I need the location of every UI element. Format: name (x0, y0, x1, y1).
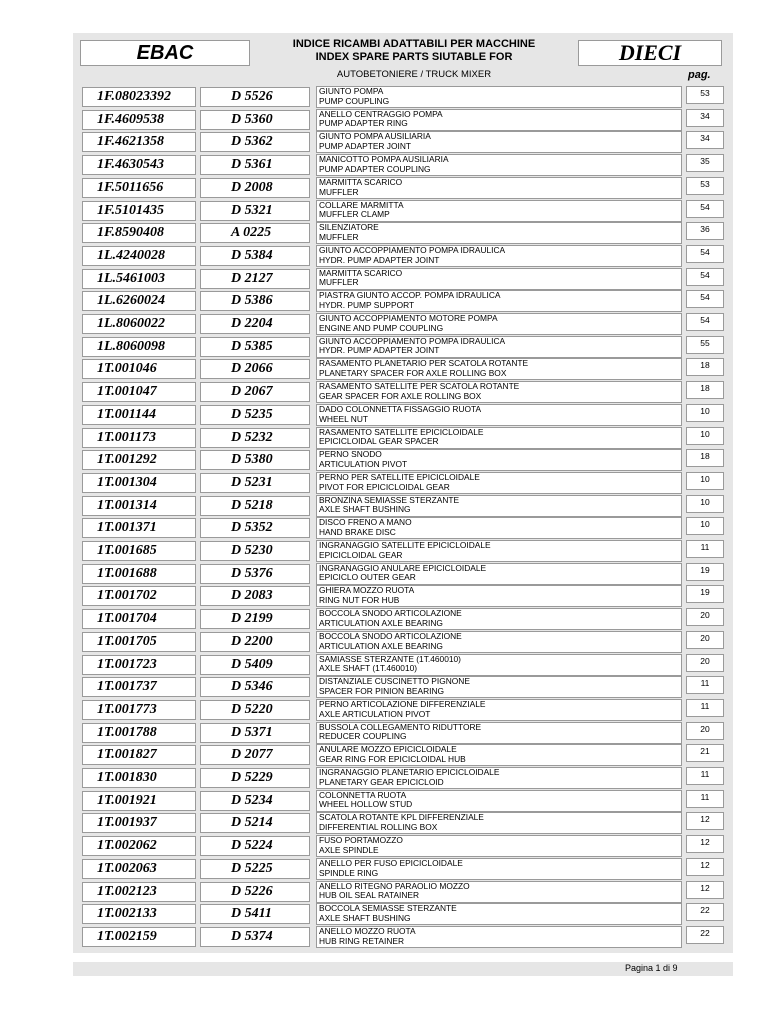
page-number: 54 (686, 313, 724, 331)
part-reference: D 5232 (200, 428, 310, 448)
part-reference: D 5346 (200, 677, 310, 697)
description-italian: PERNO SNODO (319, 449, 382, 460)
page-number: 22 (686, 903, 724, 921)
table-row (0, 427, 768, 450)
part-code: 1T.001830 (82, 768, 196, 788)
page-number: 10 (686, 495, 724, 513)
part-reference: D 2204 (200, 314, 310, 334)
title-line-1: INDICE RICAMBI ADATTABILI PER MACCHINE (292, 38, 536, 50)
table-row (0, 336, 768, 359)
description-english: HUB OIL SEAL RATAINER (319, 890, 420, 901)
part-reference: D 2127 (200, 269, 310, 289)
description-italian: GIUNTO POMPA AUSILIARIA (319, 131, 431, 142)
description-english: HAND BRAKE DISC (319, 527, 396, 538)
table-row (0, 858, 768, 881)
part-code: 1T.001047 (82, 382, 196, 402)
description-italian: COLLARE MARMITTA (319, 199, 404, 210)
page-number: 19 (686, 585, 724, 603)
table-row (0, 268, 768, 291)
description-italian: DISTANZIALE CUSCINETTO PIGNONE (319, 676, 470, 687)
page-indicator: Pagina 1 di 9 (625, 963, 678, 973)
table-row (0, 177, 768, 200)
part-reference: D 2083 (200, 586, 310, 606)
table-row (0, 812, 768, 835)
table-row (0, 722, 768, 745)
part-reference: D 5230 (200, 541, 310, 561)
description-english: DIFFERENTIAL ROLLING BOX (319, 822, 438, 833)
description-italian: GIUNTO POMPA (319, 86, 384, 96)
part-description (316, 131, 682, 153)
table-row (0, 131, 768, 154)
page-number: 21 (686, 744, 724, 762)
part-code: 1T.002123 (82, 882, 196, 902)
table-row (0, 495, 768, 518)
page-number: 19 (686, 563, 724, 581)
part-reference: D 5409 (200, 655, 310, 675)
part-code: 1T.001705 (82, 632, 196, 652)
description-italian: COLONNETTA RUOTA (319, 789, 407, 800)
title-line-2: INDEX SPARE PARTS SIUTABLE FOR (315, 51, 513, 63)
part-reference: D 2199 (200, 609, 310, 629)
part-description (316, 676, 682, 698)
part-reference: A 0225 (200, 223, 310, 243)
part-code: 1T.001723 (82, 655, 196, 675)
description-english: PUMP ADAPTER COUPLING (319, 163, 431, 174)
description-english: PUMP ADAPTER RING (319, 118, 408, 129)
part-code: 1T.002063 (82, 859, 196, 879)
description-english: PLANETARY SPACER FOR AXLE ROLLING BOX (319, 368, 507, 379)
part-code: 1L.8060098 (82, 337, 196, 357)
part-reference: D 5226 (200, 882, 310, 902)
table-row (0, 903, 768, 926)
description-italian: SILENZIATORE (319, 222, 379, 233)
part-description (316, 381, 682, 403)
description-italian: GIUNTO ACCOPPIAMENTO POMPA IDRAULICA (319, 244, 506, 255)
part-reference: D 5360 (200, 110, 310, 130)
part-reference: D 5374 (200, 927, 310, 947)
part-description (316, 290, 682, 312)
part-description (316, 563, 682, 585)
page-number: 18 (686, 381, 724, 399)
part-description (316, 517, 682, 539)
description-italian: RASAMENTO SATELLITE EPICICLOIDALE (319, 426, 484, 437)
part-description (316, 812, 682, 834)
table-row (0, 313, 768, 336)
part-description (316, 790, 682, 812)
part-code: 1F.08023392 (82, 87, 196, 107)
part-code: 1T.001773 (82, 700, 196, 720)
page-number: 20 (686, 722, 724, 740)
part-description (316, 404, 682, 426)
page-number: 10 (686, 404, 724, 422)
table-row (0, 290, 768, 313)
description-english: GEAR RING FOR EPICICLOIDAL HUB (319, 754, 466, 765)
description-italian: BOCCOLA SNODO ARTICOLAZIONE (319, 630, 462, 641)
part-code: 1T.001921 (82, 791, 196, 811)
page-number: 20 (686, 608, 724, 626)
description-english: AXLE ARTICULATION PIVOT (319, 708, 431, 719)
part-description (316, 109, 682, 131)
part-description (316, 154, 682, 176)
part-code: 1T.001314 (82, 496, 196, 516)
description-english: PUMP COUPLING (319, 95, 390, 106)
part-description (316, 86, 682, 108)
description-english: HUB RING RETAINER (319, 935, 404, 946)
part-code: 1F.5011656 (82, 178, 196, 198)
page-number: 12 (686, 835, 724, 853)
table-row (0, 86, 768, 109)
description-italian: DADO COLONNETTA FISSAGGIO RUOTA (319, 403, 482, 414)
subtitle: AUTOBETONIERE / TRUCK MIXER (336, 69, 492, 80)
part-code: 1L.6260024 (82, 291, 196, 311)
part-code: 1T.002133 (82, 904, 196, 924)
page-column-header: pag. (688, 69, 711, 81)
table-row (0, 222, 768, 245)
part-code: 1T.001704 (82, 609, 196, 629)
description-english: EPICICLOIDAL GEAR SPACER (319, 436, 439, 447)
page-number: 11 (686, 540, 724, 558)
description-english: PLANETARY GEAR EPICICLOID (319, 776, 444, 787)
description-english: HYDR. PUMP ADAPTER JOINT (319, 345, 440, 356)
table-row (0, 631, 768, 654)
description-italian: INGRANAGGIO PLANETARIO EPICICLOIDALE (319, 767, 500, 777)
part-reference: D 5352 (200, 518, 310, 538)
part-code: 1L.5461003 (82, 269, 196, 289)
part-description (316, 540, 682, 562)
part-code: 1T.001937 (82, 813, 196, 833)
description-english: HYDR. PUMP SUPPORT (319, 300, 415, 311)
part-description (316, 881, 682, 903)
part-reference: D 5225 (200, 859, 310, 879)
page-number: 18 (686, 449, 724, 467)
page-number: 53 (686, 86, 724, 104)
part-description (316, 767, 682, 789)
part-reference: D 5229 (200, 768, 310, 788)
part-description (316, 336, 682, 358)
page-number: 22 (686, 926, 724, 944)
part-description (316, 608, 682, 630)
table-row (0, 245, 768, 268)
part-code: 1T.001788 (82, 723, 196, 743)
part-reference: D 5220 (200, 700, 310, 720)
description-italian: BRONZINA SEMIASSE STERZANTE (319, 494, 460, 505)
page-number: 18 (686, 358, 724, 376)
description-italian: GIUNTO ACCOPPIAMENTO POMPA IDRAULICA (319, 335, 506, 346)
table-row (0, 699, 768, 722)
part-code: 1T.002159 (82, 927, 196, 947)
part-code: 1T.001737 (82, 677, 196, 697)
description-italian: ANELLO MOZZO RUOTA (319, 925, 416, 936)
description-english: SPACER FOR PINION BEARING (319, 685, 445, 696)
part-description (316, 200, 682, 222)
part-description (316, 449, 682, 471)
page-number: 34 (686, 109, 724, 127)
table-row (0, 767, 768, 790)
page-number: 11 (686, 676, 724, 694)
part-code: 1F.4630543 (82, 155, 196, 175)
table-row (0, 608, 768, 631)
part-description (316, 926, 682, 948)
part-code: 1F.4621358 (82, 132, 196, 152)
part-reference: D 5411 (200, 904, 310, 924)
description-english: MUFFLER (319, 231, 359, 242)
description-english: ARTICULATION AXLE BEARING (319, 640, 443, 651)
page-number: 10 (686, 472, 724, 490)
description-italian: PERNO ARTICOLAZIONE DIFFERENZIALE (319, 698, 486, 709)
description-english: WHEEL HOLLOW STUD (319, 799, 413, 810)
part-reference: D 5214 (200, 813, 310, 833)
description-italian: MARMITTA SCARICO (319, 176, 403, 187)
part-code: 1T.001371 (82, 518, 196, 538)
description-italian: ANELLO PER FUSO EPICICLOIDALE (319, 857, 463, 868)
part-description (316, 245, 682, 267)
table-row (0, 381, 768, 404)
part-reference: D 5234 (200, 791, 310, 811)
part-description (316, 654, 682, 676)
part-reference: D 5361 (200, 155, 310, 175)
description-italian: ANULARE MOZZO EPICICLOIDALE (319, 744, 457, 755)
part-code: 1L.4240028 (82, 246, 196, 266)
description-italian: BOCCOLA SNODO ARTICOLAZIONE (319, 608, 462, 619)
part-reference: D 2077 (200, 745, 310, 765)
part-code: 1F.4609538 (82, 110, 196, 130)
part-reference: D 5231 (200, 473, 310, 493)
description-english: WHEEL NUT (319, 413, 369, 424)
part-reference: D 5235 (200, 405, 310, 425)
description-italian: ANELLO RITEGNO PARAOLIO MOZZO (319, 880, 470, 891)
description-english: ARTICULATION AXLE BEARING (319, 617, 443, 628)
page-number: 20 (686, 654, 724, 672)
part-reference: D 2067 (200, 382, 310, 402)
description-italian: GHIERA MOZZO RUOTA (319, 585, 415, 596)
description-english: AXLE SHAFT BUSHING (319, 504, 411, 515)
description-english: EPICICLOIDAL GEAR (319, 549, 403, 560)
part-code: 1F.5101435 (82, 201, 196, 221)
table-row (0, 200, 768, 223)
description-english: MUFFLER (319, 277, 359, 288)
page-number: 55 (686, 336, 724, 354)
part-code: 1T.001173 (82, 428, 196, 448)
description-english: PIVOT FOR EPICICLOIDAL GEAR (319, 481, 450, 492)
page-number: 11 (686, 767, 724, 785)
description-english: HYDR. PUMP ADAPTER JOINT (319, 254, 440, 265)
table-row (0, 517, 768, 540)
table-row (0, 472, 768, 495)
part-description (316, 722, 682, 744)
description-italian: ANELLO CENTRAGGIO POMPA (319, 108, 443, 119)
page-number: 12 (686, 812, 724, 830)
page-number: 54 (686, 200, 724, 218)
table-row (0, 654, 768, 677)
part-code: 1T.002062 (82, 836, 196, 856)
table-row (0, 109, 768, 132)
page-number: 34 (686, 131, 724, 149)
part-reference: D 5224 (200, 836, 310, 856)
part-code: 1T.001685 (82, 541, 196, 561)
part-description (316, 744, 682, 766)
part-reference: D 5384 (200, 246, 310, 266)
table-row (0, 676, 768, 699)
part-code: 1T.001292 (82, 450, 196, 470)
part-reference: D 5376 (200, 564, 310, 584)
page-number: 10 (686, 517, 724, 535)
brand-right-label: DIECI (578, 40, 722, 66)
part-code: 1L.8060022 (82, 314, 196, 334)
table-row (0, 154, 768, 177)
page-number: 12 (686, 858, 724, 876)
part-description (316, 631, 682, 653)
table-row (0, 563, 768, 586)
part-description (316, 222, 682, 244)
description-english: EPICICLO OUTER GEAR (319, 572, 416, 583)
part-reference: D 2066 (200, 359, 310, 379)
description-english: AXLE SPINDLE (319, 844, 379, 855)
table-row (0, 835, 768, 858)
page-number: 10 (686, 427, 724, 445)
part-code: 1T.001702 (82, 586, 196, 606)
description-italian: RASAMENTO PLANETARIO PER SCATOLA ROTANTE (319, 358, 529, 369)
part-description (316, 699, 682, 721)
part-description (316, 177, 682, 199)
part-reference: D 5380 (200, 450, 310, 470)
description-italian: PERNO PER SATELLITE EPICICLOIDALE (319, 471, 480, 482)
part-reference: D 2008 (200, 178, 310, 198)
part-reference: D 5321 (200, 201, 310, 221)
description-italian: PIASTRA GIUNTO ACCOP. POMPA IDRAULICA (319, 290, 501, 301)
page-number: 53 (686, 177, 724, 195)
page-number: 11 (686, 699, 724, 717)
part-description (316, 472, 682, 494)
page-number: 54 (686, 245, 724, 263)
part-code: 1T.001304 (82, 473, 196, 493)
description-english: AXLE SHAFT (1T.460010) (319, 663, 418, 674)
description-italian: RASAMENTO SATELLITE PER SCATOLA ROTANTE (319, 381, 520, 392)
page-number: 20 (686, 631, 724, 649)
table-row (0, 585, 768, 608)
page-number: 54 (686, 290, 724, 308)
table-row (0, 449, 768, 472)
description-english: PUMP ADAPTER JOINT (319, 141, 411, 152)
part-reference: D 5371 (200, 723, 310, 743)
description-english: MUFFLER CLAMP (319, 209, 390, 220)
part-description (316, 903, 682, 925)
table-row (0, 358, 768, 381)
table-row (0, 744, 768, 767)
part-reference: D 5218 (200, 496, 310, 516)
part-code: 1T.001144 (82, 405, 196, 425)
table-row (0, 404, 768, 427)
description-italian: SAMIASSE STERZANTE (1T.460010) (319, 653, 461, 664)
brand-left-label: EBAC (80, 40, 250, 66)
part-description (316, 358, 682, 380)
description-english: AXLE SHAFT BUSHING (319, 912, 411, 923)
table-row (0, 790, 768, 813)
page-number: 35 (686, 154, 724, 172)
description-english: ARTICULATION PIVOT (319, 458, 408, 469)
part-description (316, 427, 682, 449)
description-italian: DISCO FRENO A MANO (319, 517, 412, 528)
part-code: 1T.001688 (82, 564, 196, 584)
part-description (316, 835, 682, 857)
part-reference: D 2200 (200, 632, 310, 652)
part-code: 1T.001046 (82, 359, 196, 379)
part-reference: D 5385 (200, 337, 310, 357)
part-code: 1F.8590408 (82, 223, 196, 243)
part-code: 1T.001827 (82, 745, 196, 765)
description-italian: MARMITTA SCARICO (319, 267, 403, 278)
page-number: 12 (686, 881, 724, 899)
description-italian: BOCCOLA SEMIASSE STERZANTE (319, 903, 457, 914)
page-number: 36 (686, 222, 724, 240)
description-italian: FUSO PORTAMOZZO (319, 835, 403, 846)
description-italian: GIUNTO ACCOPPIAMENTO MOTORE POMPA (319, 313, 498, 323)
part-description (316, 585, 682, 607)
description-italian: BUSSOLA COLLEGAMENTO RIDUTTORE (319, 721, 482, 732)
description-italian: INGRANAGGIO ANULARE EPICICLOIDALE (319, 562, 487, 573)
table-row (0, 540, 768, 563)
part-description (316, 858, 682, 880)
description-italian: INGRANAGGIO SATELLITE EPICICLOIDALE (319, 540, 491, 550)
table-row (0, 926, 768, 949)
description-english: ENGINE AND PUMP COUPLING (319, 322, 444, 333)
part-reference: D 5362 (200, 132, 310, 152)
description-english: GEAR SPACER FOR AXLE ROLLING BOX (319, 390, 482, 401)
description-english: SPINDLE RING (319, 867, 379, 878)
description-english: REDUCER COUPLING (319, 731, 407, 742)
page-number: 11 (686, 790, 724, 808)
description-english: RING NUT FOR HUB (319, 595, 400, 606)
table-row (0, 881, 768, 904)
part-description (316, 313, 682, 335)
description-italian: SCATOLA ROTANTE KPL DIFFERENZIALE (319, 812, 484, 823)
page-number: 54 (686, 268, 724, 286)
description-english: MUFFLER (319, 186, 359, 197)
part-description (316, 495, 682, 517)
part-reference: D 5526 (200, 87, 310, 107)
part-description (316, 268, 682, 290)
part-reference: D 5386 (200, 291, 310, 311)
description-italian: MANICOTTO POMPA AUSILIARIA (319, 154, 449, 165)
